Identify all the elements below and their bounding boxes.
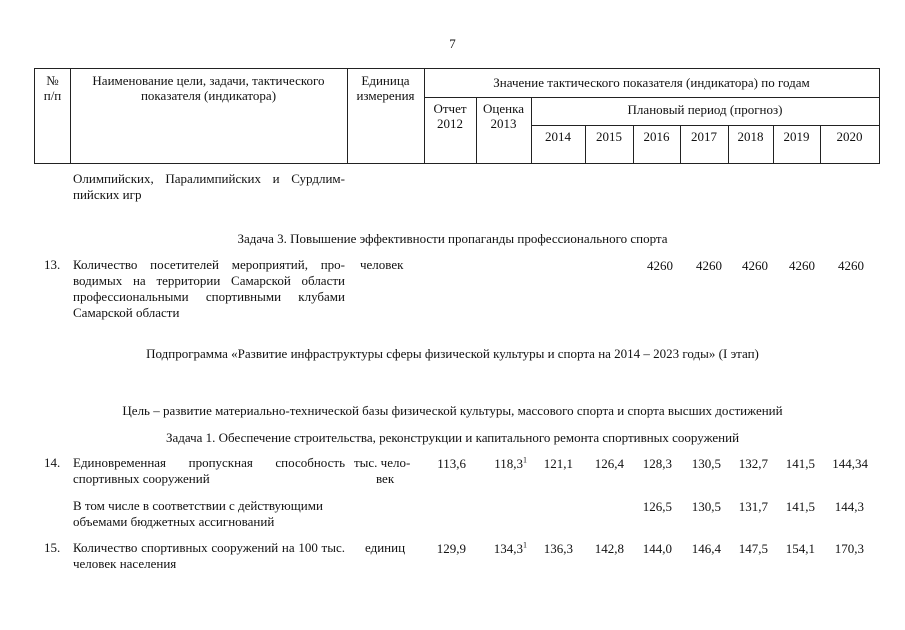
row-13-value: 4260 [647, 258, 673, 273]
row-15-name: Количество спортивных сооружений на 100 тыс. человек населения [73, 540, 345, 571]
row-15-value: 146,4 [691, 541, 721, 556]
row-13-name: Количество посетителей мероприятий, про-водимых на территории Самарской области профессиональными спортивными клубами Самарской области [73, 257, 345, 320]
header-year: 2017 [691, 129, 717, 144]
row-14-value: 141,5 [785, 456, 815, 471]
row-15-number: 15. [44, 540, 61, 555]
row-14-value: 121,1 [543, 456, 573, 471]
task-3-heading: Задача 3. Повышение эффективности пропаганды профессионального спорта [237, 231, 668, 246]
header-year: 2016 [643, 129, 670, 144]
subprogram-heading: Подпрограмма «Развитие инфраструктуры сферы физической культуры и спорта на 2014 – 2023 годы» (I этап) [146, 346, 759, 361]
row-14-unit-line2: век [376, 471, 395, 486]
row-14-value: 144,34 [832, 456, 868, 471]
header-year: 2015 [596, 129, 622, 144]
header-estimate: Оценка 2013 [483, 101, 524, 131]
header-year: 2014 [545, 129, 571, 144]
header-year: 2018 [737, 129, 764, 144]
row-15-value: 136,3 [543, 541, 573, 556]
row-14-value-2012: 113,6 [437, 456, 466, 471]
row-13-value: 4260 [742, 258, 768, 273]
row-14b-value: 144,3 [834, 499, 864, 514]
row-14-value: 126,4 [594, 456, 624, 471]
row-14-value: 130,5 [691, 456, 721, 471]
row-15-value: 142,8 [594, 541, 624, 556]
row-14b-name: В том числе в соответствии с действующими объемами бюджетных ассигнований [73, 498, 323, 529]
row-14b-value: 141,5 [785, 499, 815, 514]
row-14-unit-line1: тыс. чело- [354, 455, 411, 470]
row-14-value: 132,7 [738, 456, 768, 471]
row-14-name: Единовременная пропускная способность спортивных сооружений [73, 455, 345, 486]
table-header [34, 68, 880, 164]
header-year: 2020 [836, 129, 863, 144]
header-values: Значение тактического показателя (индикатора) по годам [493, 75, 810, 90]
row-14b-value: 131,7 [738, 499, 768, 514]
page-number: 7 [449, 36, 456, 51]
row-13-value: 4260 [838, 258, 864, 273]
row-15-value-2013: 134,3$^1$ [493, 540, 527, 556]
header-number: № п/п [43, 73, 62, 103]
header-year: 2019 [783, 129, 810, 144]
row-14-number: 14. [44, 455, 61, 470]
row-15-value: 170,3 [834, 541, 864, 556]
header-plan: Плановый период (прогноз) [627, 102, 783, 117]
header-name: Наименование цели, задачи, тактического показателя (индикатора) [92, 73, 325, 103]
row-15-value: 144,0 [642, 541, 672, 556]
header-unit: Единица измерения [356, 73, 415, 103]
row-13-value: 4260 [696, 258, 722, 273]
row-13-value: 4260 [789, 258, 815, 273]
row-15-unit: единиц [365, 540, 406, 555]
row-15-value: 154,1 [785, 541, 815, 556]
row-15-value-2012: 129,9 [436, 541, 466, 556]
row-15-value: 147,5 [738, 541, 768, 556]
row-14b-value: 130,5 [691, 499, 721, 514]
goal-heading: Цель – развитие материально-технической базы физической культуры, массового спорта и спорта высших достижений [122, 403, 783, 418]
row-13-unit: человек [360, 257, 404, 272]
task-1-heading: Задача 1. Обеспечение строительства, реконструкции и капитального ремонта спортивных сооружений [165, 430, 740, 445]
row-13-number: 13. [44, 257, 61, 272]
row-14b-value: 126,5 [642, 499, 672, 514]
header-report: Отчет 2012 [433, 101, 467, 131]
row-14-value-2013: 118,3$^1$ [494, 455, 527, 471]
continuation-text: Олимпийских, Паралимпийских и Сурдлим-пийских игр [73, 171, 345, 202]
row-14-value: 128,3 [642, 456, 672, 471]
